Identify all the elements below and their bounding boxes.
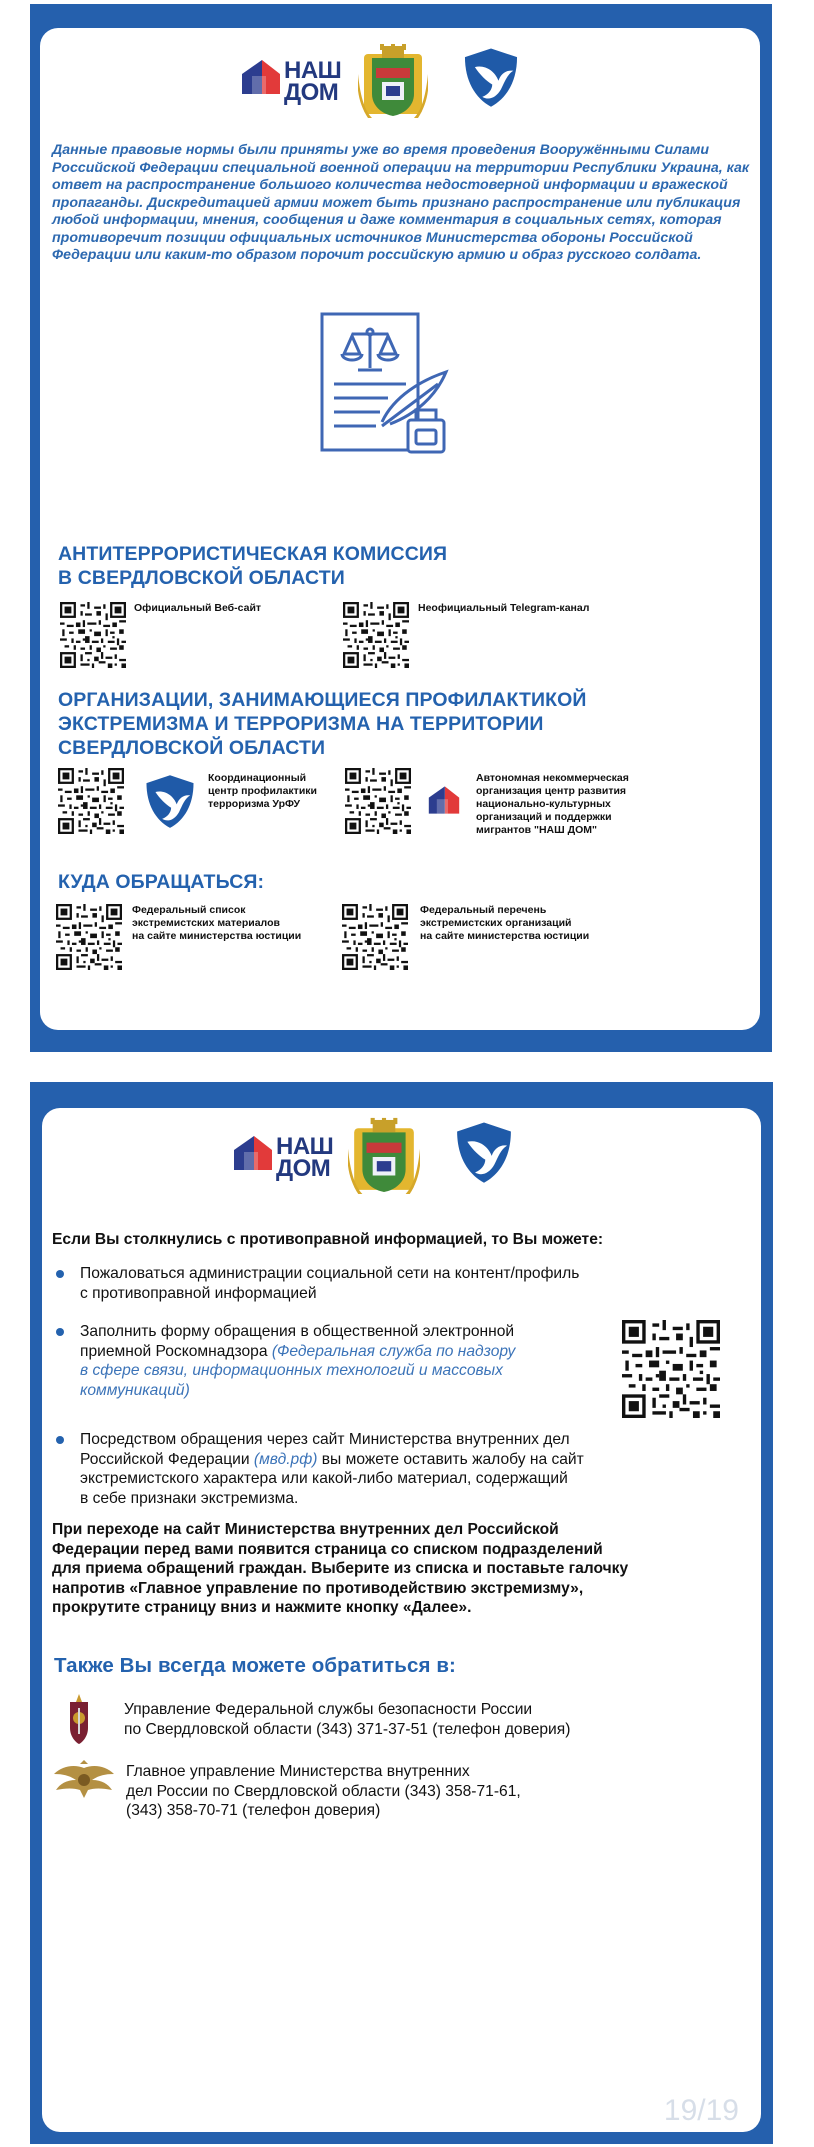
qr-nash-dom[interactable]	[345, 768, 411, 834]
page-1-content	[40, 28, 760, 1030]
fsb-emblem-icon	[66, 1692, 92, 1746]
nash-dom-wordmark: НАШ ДОМ	[284, 57, 342, 106]
page-indicator: 19/19	[663, 2094, 739, 2127]
qr-telegram-channel[interactable]	[343, 602, 409, 668]
page-2-content: НАШ ДОМ Если Вы столкнулись с противоправной информацией, то Вы можете: Пожаловаться администрации социальной сети на контент/профиль с противоправной информацией Заполнить форму обращения в общественной электронной приемной Роскомнадзора (Федеральная служба по надзору в сфере связи, информационных технологий и массовых коммуникаций) Посредством обращения через сайт Министерства внутренних дел Российской Федерации (мвд.рф) вы можете оставить жалобу на сайт экстремистского характера или какой-либо материал, содержащий в себе признаки экстремизма. При переходе на сайт Министерства внутренних дел Российской Федерации перед вами появится страница со списком подразделений для приема обращений граждан. Выберите из списка и поставьте галочку напротив «Главное управление по противодействию экстремизму», прокрутите страницу вниз и нажмите кнопку «Далее». Также Вы всегда можете обратиться в: Управление Федеральной службы безопасности России по Свердловской области (343) 371-37-51 (телефон доверия) Главное управление Министерства внутренних дел России по Свердловской области (343) 358-71-61, (343) 358-70-71 (телефон доверия) 19/19	[42, 1108, 761, 2132]
qr-extremist-materials[interactable]	[56, 904, 122, 970]
qr-extremist-organizations[interactable]	[342, 904, 408, 970]
yekaterinburg-coat-of-arms-icon	[358, 42, 428, 122]
nash-dom-small-logo-icon	[424, 780, 464, 820]
fsb-contact: Управление Федеральной службы безопасности России по Свердловской области (343) 371-37-51 (телефон доверия)	[124, 1701, 571, 1738]
extremist-organizations-label: Федеральный перечень экстремистских организаций на сайте министерства юстиции	[420, 904, 590, 942]
mvd-link[interactable]: (мвд.рф)	[253, 1450, 318, 1468]
extremist-materials-label: Федеральный список экстремистских материалов на сайте министерства юстиции	[132, 904, 302, 942]
nash-dom-logo-icon	[228, 1128, 278, 1178]
qr-urfu-center[interactable]	[58, 768, 124, 834]
yekaterinburg-coat-of-arms-icon	[348, 1116, 420, 1198]
page-1-frame	[30, 4, 772, 1052]
shield-dove-logo-icon	[452, 1116, 516, 1188]
bullet-dot	[56, 1270, 64, 1278]
also-contact-heading: Также Вы всегда можете обратиться в:	[54, 1654, 456, 1677]
intro-paragraph: Данные правовые нормы были приняты уже во время проведения Вооружёнными Силами Российской Федерации специальной военной операции на территории Республики Украина, как ответ на распространение большого количества недостоверной информации и вражеской пропаганды. Дискредитацией армии может быть признано распространение или публикация любой информации, мнения, сообщения и даже комментария в социальных сетях, которая противоречит позиции официальных источников Министерства обороны Российской Федерации или каким-то образом порочит российскую армию и образ русского солдата.	[52, 142, 750, 263]
legal-document-illustration-icon	[318, 310, 458, 460]
nash-dom-logo-icon	[236, 52, 286, 102]
urfu-center-logo-icon	[142, 768, 198, 834]
bullet-dot	[56, 1328, 64, 1336]
nash-dom-org-label: Автономная некоммерческая организация центр развития национально-культурных организаций и поддержки мигрантов "НАШ ДОМ"	[476, 772, 629, 836]
roskomnadzor-link[interactable]: (Федеральная служба по надзору	[271, 1342, 516, 1360]
shield-dove-logo-icon	[460, 42, 522, 112]
qr-official-site[interactable]	[60, 602, 126, 668]
commission-heading: АНТИТЕРРОРИСТИЧЕСКАЯ КОМИССИЯ В СВЕРДЛОВСКОЙ ОБЛАСТИ	[58, 543, 448, 589]
qr-official-site-label: Официальный Веб-сайт	[134, 602, 262, 614]
lead-sentence: Если Вы столкнулись с противоправной информацией, то Вы можете:	[52, 1231, 604, 1248]
mvd-instructions: При переходе на сайт Министерства внутренних дел Российской Федерации перед вами появится страница со списком подразделений для приема обращений граждан. Выберите из списка и поставьте галочку напротив «Главное управление по противодействию экстремизму», прокрутите страницу вниз и нажмите кнопку «Далее».	[52, 1521, 629, 1616]
qr-telegram-label: Неофициальный Telegram-канал	[418, 602, 590, 614]
nash-dom-wordmark: НАШ ДОМ	[276, 1133, 334, 1182]
bullet-dot	[56, 1436, 64, 1444]
qr-roskomnadzor[interactable]	[622, 1320, 720, 1418]
mvd-contact: Главное управление Министерства внутренних дел России по Свердловской области (343) 358-71-61, (343) 358-70-71 (телефон доверия)	[126, 1763, 521, 1819]
mvd-emblem-icon	[52, 1760, 116, 1800]
where-to-apply-heading: КУДА ОБРАЩАТЬСЯ:	[58, 871, 265, 893]
urfu-center-label: Координационный центр профилактики терроризма УрФУ	[208, 772, 317, 810]
organizations-heading: ОРГАНИЗАЦИИ, ЗАНИМАЮЩИЕСЯ ПРОФИЛАКТИКОЙ ЭКСТРЕМИЗМА И ТЕРРОРИЗМА НА ТЕРРИТОРИИ СВЕРДЛОВСКОЙ ОБЛАСТИ	[58, 689, 587, 759]
page-2-frame	[30, 1082, 773, 2144]
